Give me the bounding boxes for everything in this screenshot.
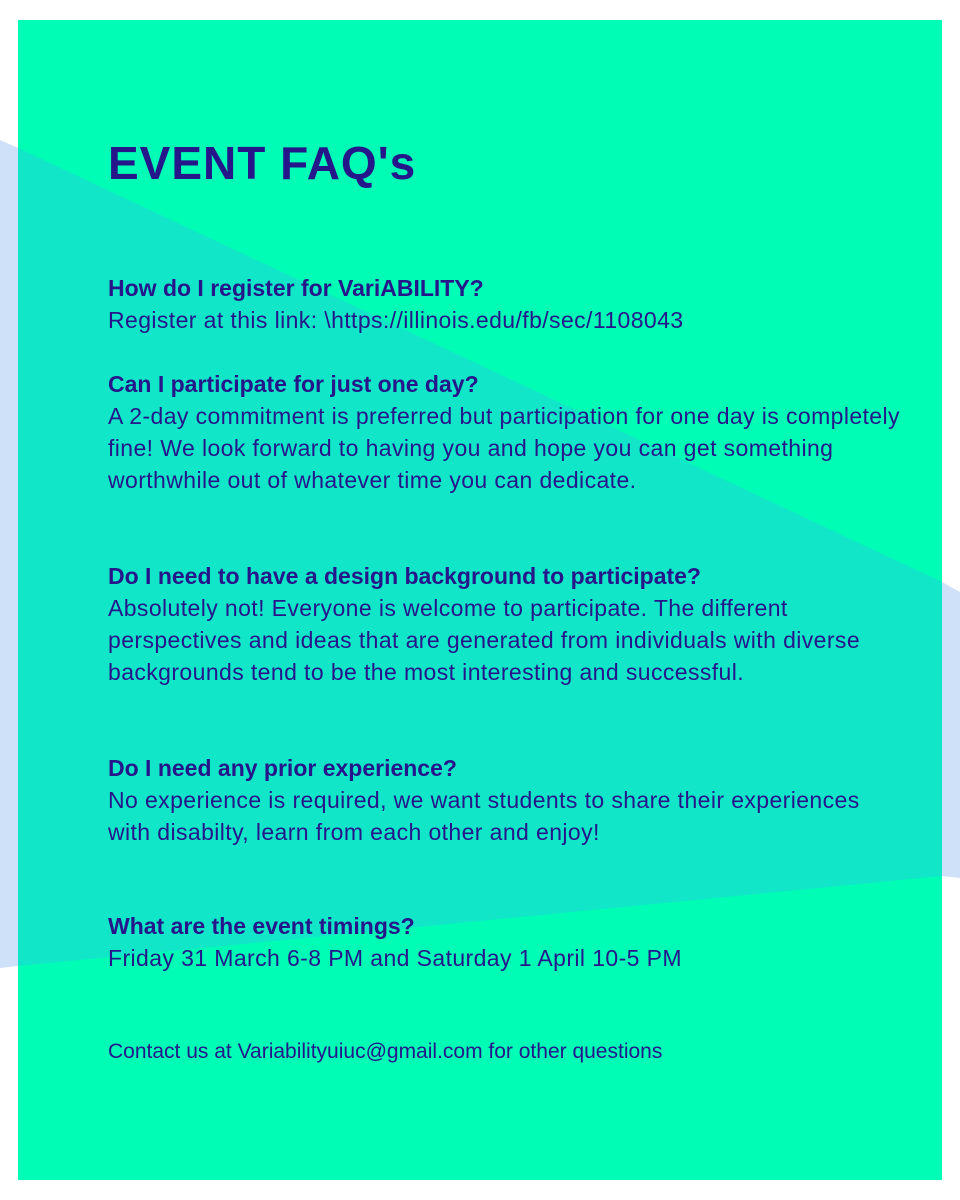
band-right-edge <box>942 582 960 878</box>
faq-answer: A 2-day commitment is preferred but participation for one day is completely fine! We look forward to having you and hope you can get something worthwhile out of whatever time you can dedicate. <box>108 403 900 493</box>
faq-item-register <box>108 272 908 336</box>
faq-answer: Absolutely not! Everyone is welcome to participate. The different perspectives and ideas that are generated from individuals with diverse backgrounds tend to be the most interesting and successful. <box>108 595 861 685</box>
faq-item-design-background <box>108 560 908 688</box>
faq-answer: No experience is required, we want students to share their experiences with disabilty, learn from each other and enjoy! <box>108 787 860 845</box>
page-title: EVENT FAQ's <box>108 137 417 189</box>
faq-question: What are the event timings? <box>108 913 415 939</box>
band-left-edge <box>0 140 18 968</box>
faq-question: How do I register for VariABILITY? <box>108 275 484 301</box>
faq-item-one-day <box>108 368 908 496</box>
faq-question: Can I participate for just one day? <box>108 371 479 397</box>
faq-question: Do I need any prior experience? <box>108 755 457 781</box>
faq-answer: Friday 31 March 6-8 PM and Saturday 1 April 10-5 PM <box>108 945 682 971</box>
faq-item-event-timings <box>108 910 908 974</box>
faq-answer: Register at this link: \https://illinois.edu/fb/sec/1108043 <box>108 307 684 333</box>
contact-line: Contact us at Variabilityuiuc@gmail.com for other questions <box>108 1040 663 1063</box>
faq-item-prior-experience <box>108 752 908 848</box>
faq-question: Do I need to have a design background to participate? <box>108 563 701 589</box>
